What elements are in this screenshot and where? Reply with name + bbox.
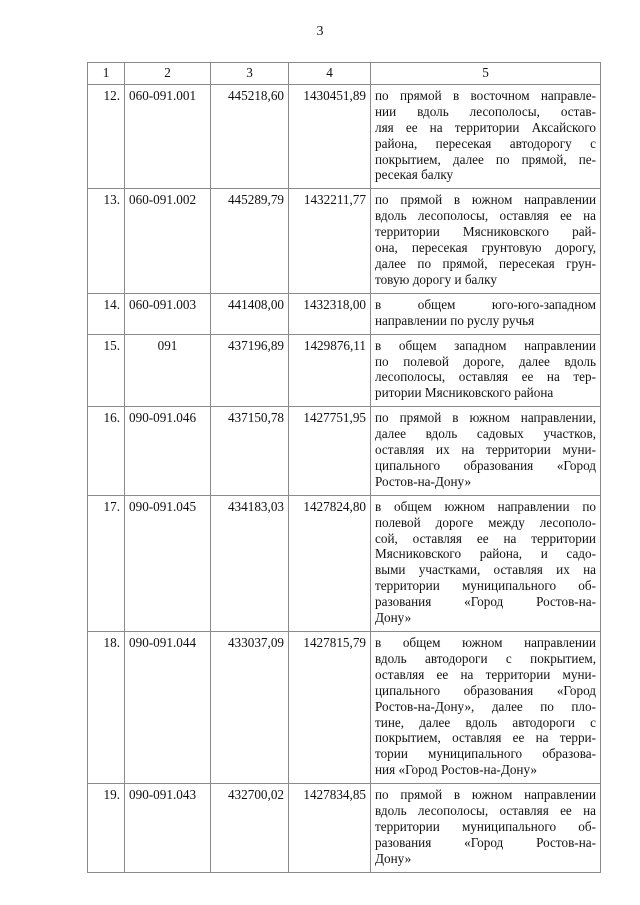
description-line: направлении по руслу ручья — [375, 312, 535, 328]
x-coordinate: 433037,09 — [211, 632, 289, 784]
header-col-2: 2 — [125, 63, 211, 85]
point-id: 060-091.002 — [125, 189, 211, 293]
point-id: 090-091.044 — [125, 632, 211, 784]
x-coordinate: 434183,03 — [211, 495, 289, 631]
y-coordinate: 1429876,11 — [289, 334, 371, 407]
boundary-points-table — [87, 62, 601, 873]
description-line: Ростов-на-Дону», далее по пло- — [375, 698, 596, 714]
table-row — [88, 293, 601, 334]
boundary-description — [371, 495, 601, 631]
description-line: далее вдоль садовых участков, — [375, 426, 596, 442]
table-row — [88, 84, 601, 188]
description-line: территории муниципального об- — [375, 818, 596, 834]
table-body — [88, 84, 601, 872]
row-number: 19. — [88, 784, 125, 873]
description-line: тории муниципального образова- — [375, 746, 596, 762]
x-coordinate: 445218,60 — [211, 84, 289, 188]
description-line: Мясниковского района, и садо- — [375, 546, 596, 562]
description-line: оставляя их на территории муни- — [375, 442, 596, 458]
boundary-description — [371, 407, 601, 496]
row-number: 12. — [88, 84, 125, 188]
x-coordinate: 437196,89 — [211, 334, 289, 407]
row-number: 15. — [88, 334, 125, 407]
row-number: 14. — [88, 293, 125, 334]
y-coordinate: 1430451,89 — [289, 84, 371, 188]
row-number: 16. — [88, 407, 125, 496]
description-line: тине, далее вдоль автодороги с — [375, 714, 596, 730]
description-line: далее по прямой, пересекая грун- — [375, 255, 596, 271]
header-col-4: 4 — [289, 63, 371, 85]
y-coordinate: 1427824,80 — [289, 495, 371, 631]
boundary-description — [371, 334, 601, 407]
header-col-5: 5 — [371, 63, 601, 85]
description-line: района, пересекая автодорогу с — [375, 135, 596, 151]
y-coordinate: 1432318,00 — [289, 293, 371, 334]
description-line: ния «Город Ростов-на-Дону» — [375, 762, 537, 778]
description-line: в общем юго-юго-западном — [375, 296, 596, 312]
description-line: ляя ее на территории Аксайского — [375, 119, 596, 135]
description-line: вдоль лесополосы, оставляя ее на — [375, 803, 596, 819]
table-row — [88, 407, 601, 496]
description-line: по прямой в восточном направле- — [375, 87, 596, 103]
description-line: выми участками, оставляя их на — [375, 562, 596, 578]
table-row — [88, 189, 601, 293]
description-line: Ростов-на-Дону» — [375, 473, 472, 489]
row-number: 17. — [88, 495, 125, 631]
description-line: в общем западном направлении — [375, 337, 596, 353]
description-line: ритории Мясниковского района — [375, 385, 554, 401]
point-id: 091 — [125, 334, 211, 407]
description-line: разования «Город Ростов-на- — [375, 834, 596, 850]
description-line: нии вдоль лесополосы, остав- — [375, 103, 596, 119]
description-line: покрытием, оставляя ее на терри- — [375, 730, 596, 746]
description-line: товую дорогу и балку — [375, 271, 497, 287]
description-line: по прямой в южном направлении — [375, 787, 596, 803]
page-number: 3 — [316, 24, 324, 39]
x-coordinate: 441408,00 — [211, 293, 289, 334]
description-line: сой, оставляя ее на территории — [375, 530, 596, 546]
description-line: ципального образования «Город — [375, 457, 596, 473]
boundary-description — [371, 84, 601, 188]
description-line: вдоль лесополосы, оставляя ее на — [375, 208, 596, 224]
point-id: 090-091.043 — [125, 784, 211, 873]
x-coordinate: 437150,78 — [211, 407, 289, 496]
description-line: территории муниципального об- — [375, 578, 596, 594]
table-row — [88, 784, 601, 873]
point-id: 090-091.045 — [125, 495, 211, 631]
boundary-description — [371, 293, 601, 334]
description-line: она, пересекая грунтовую дорогу, — [375, 240, 596, 256]
description-line: Дону» — [375, 610, 412, 626]
header-col-1: 1 — [88, 63, 125, 85]
boundary-description — [371, 632, 601, 784]
table-header-row — [88, 63, 601, 85]
description-line: в общем южном направлении — [375, 635, 596, 650]
boundary-description — [371, 189, 601, 293]
point-id: 090-091.046 — [125, 407, 211, 496]
description-line: Дону» — [375, 850, 412, 866]
description-line: по полевой дороге, далее вдоль — [375, 353, 596, 369]
description-line: ципального образования «Город — [375, 682, 596, 698]
y-coordinate: 1427815,79 — [289, 632, 371, 784]
row-number: 13. — [88, 189, 125, 293]
boundary-description — [371, 784, 601, 873]
description-line: покрытием, далее по прямой, пе- — [375, 151, 596, 167]
y-coordinate: 1427751,95 — [289, 407, 371, 496]
table-row — [88, 334, 601, 407]
description-line: по прямой в южном направлении, — [375, 410, 596, 426]
point-id: 060-091.003 — [125, 293, 211, 334]
y-coordinate: 1427834,85 — [289, 784, 371, 873]
y-coordinate: 1432211,77 — [289, 189, 371, 293]
description-line: разования «Город Ростов-на- — [375, 594, 596, 610]
x-coordinate: 445289,79 — [211, 189, 289, 293]
description-line: оставляя ее на территории муни- — [375, 666, 596, 682]
x-coordinate: 432700,02 — [211, 784, 289, 873]
description-line: лесополосы, оставляя ее на тер- — [375, 369, 596, 385]
row-number: 18. — [88, 632, 125, 784]
description-line: вдоль автодороги с покрытием, — [375, 650, 596, 666]
table-row — [88, 495, 601, 631]
table-row — [88, 632, 601, 784]
description-line: полевой дороге между лесополо- — [375, 514, 596, 530]
description-line: по прямой в южном направлении — [375, 192, 596, 208]
description-line: в общем южном направлении по — [375, 498, 596, 514]
header-col-3: 3 — [211, 63, 289, 85]
point-id: 060-091.001 — [125, 84, 211, 188]
description-line: территории Мясниковского рай- — [375, 224, 596, 240]
description-line: ресекая балку — [375, 167, 454, 183]
